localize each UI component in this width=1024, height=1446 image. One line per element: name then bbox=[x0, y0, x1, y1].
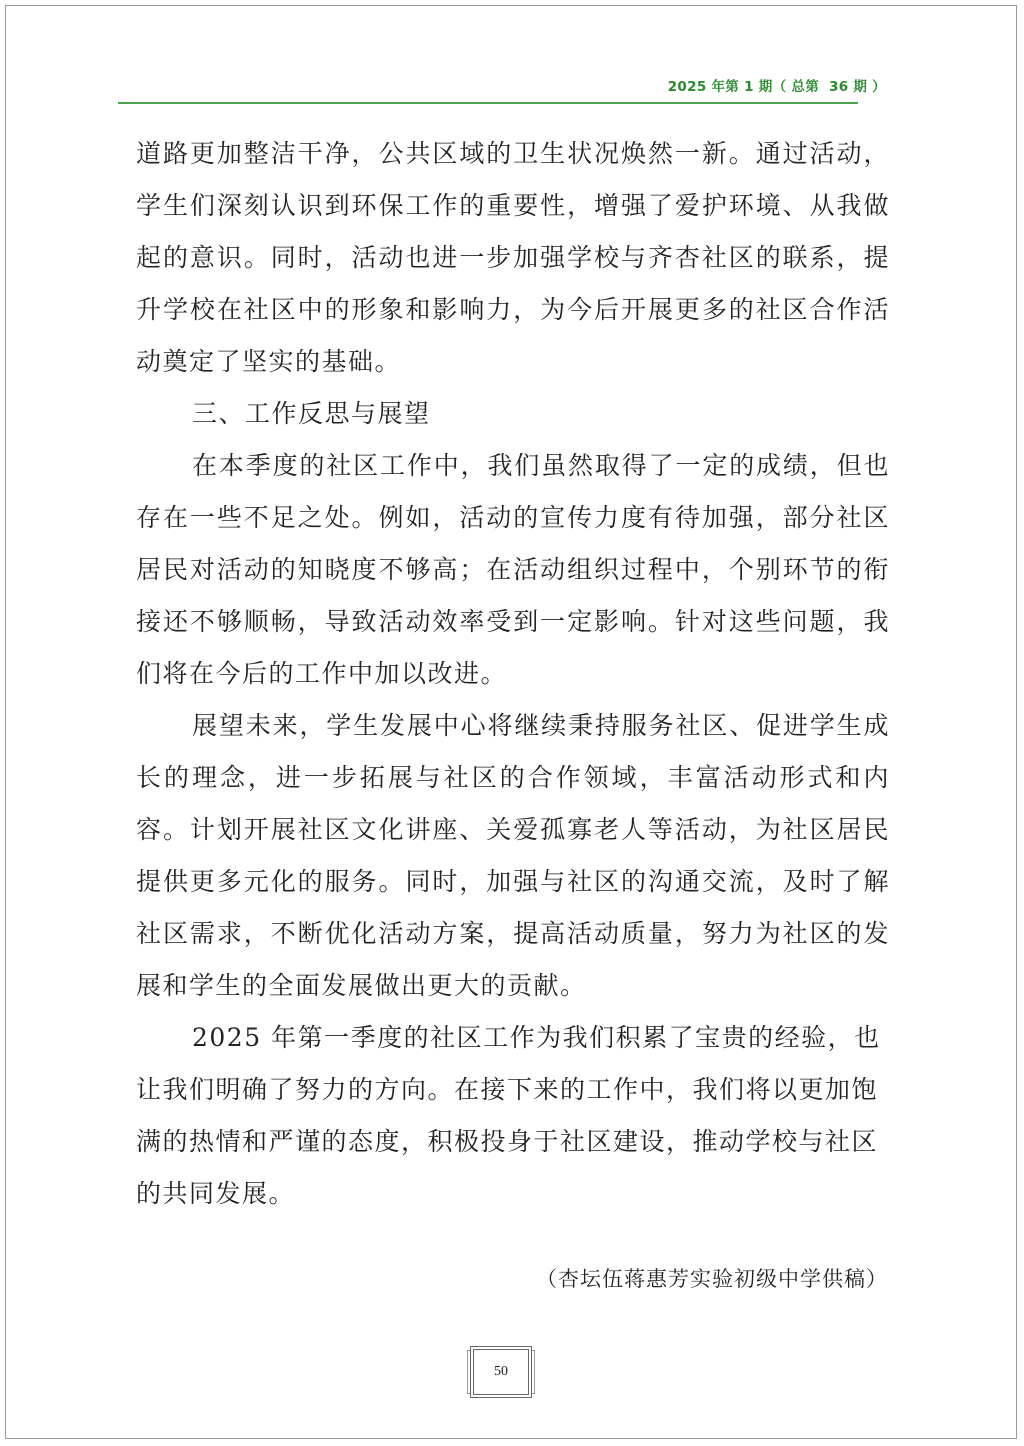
page-number-box bbox=[470, 1346, 532, 1398]
section-heading-3: 三、工作反思与展望 bbox=[192, 399, 431, 428]
paragraph-2: 在本季度的社区工作中，我们虽然取得了一定的成绩，但也存在一些不足之处。例如，活动的宣传力度有待加强，部分社区居民对活动的知晓度不够高；在活动组织过程中，个别环节的衔接还不够顺畅，导致活动效率受到一定影响。针对这些问题，我们将在今后的工作中加以改进。 bbox=[136, 451, 890, 688]
paragraph-1: 道路更加整洁干净，公共区域的卫生状况焕然一新。通过活动，学生们深刻认识到环保工作的重要性，增强了爱护环境、从我做起的意识。同时，活动也进一步加强学校与齐杏社区的联系，提升学校在社区中的形象和影响力，为今后开展更多的社区合作活动奠定了坚实的基础。 bbox=[136, 139, 890, 376]
paragraph-4: 2025 年第一季度的社区工作为我们积累了宝贵的经验，也让我们明确了努力的方向。在接下来的工作中，我们将以更加饱满的热情和严谨的态度，积极投身于社区建设，推动学校与社区的共同发展。 bbox=[136, 1023, 881, 1208]
contributor-signature: （杏坛伍蒋惠芳实验初级中学供稿） bbox=[536, 1267, 888, 1291]
page-number: 50 bbox=[494, 1364, 508, 1379]
paragraph-3: 展望未来，学生发展中心将继续秉持服务社区、促进学生成长的理念，进一步拓展与社区的合作领域，丰富活动形式和内容。计划开展社区文化讲座、关爱孤寡老人等活动，为社区居民提供更多元化的服务。同时，加强与社区的沟通交流，及时了解社区需求，不断优化活动方案，提高活动质量，努力为社区的发展和学生的全面发展做出更大的贡献。 bbox=[136, 711, 890, 1000]
issue-header: 2025 年第 1 期（ 总第 36 期 ） bbox=[667, 79, 886, 95]
article-body bbox=[136, 128, 890, 1220]
header-rule bbox=[118, 102, 858, 104]
